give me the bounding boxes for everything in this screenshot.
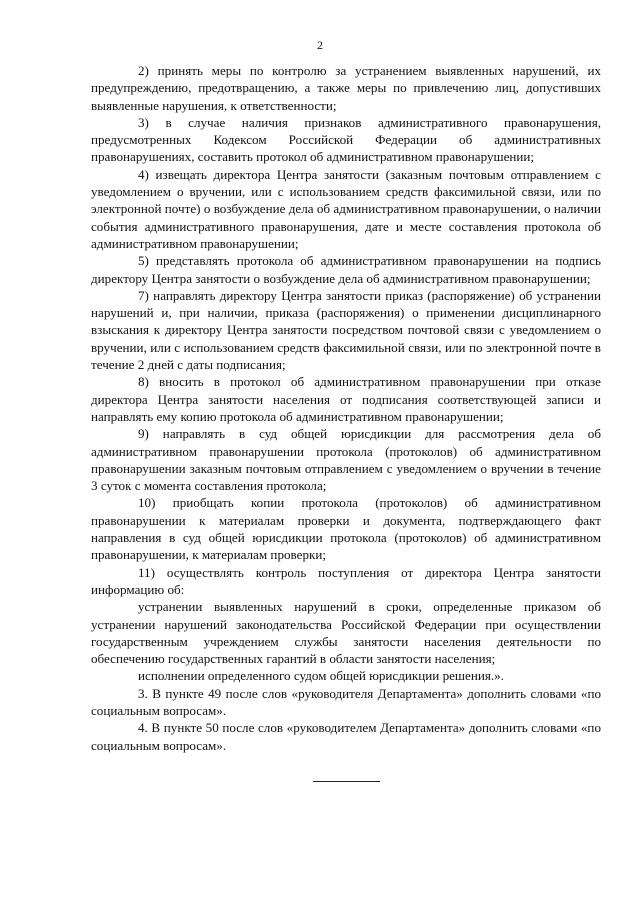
page-number: 2 [317,38,323,52]
paragraph-subitem-court-decision: исполнении определенного судом общей юрисдикции решения.». [138,668,504,684]
paragraph-item-5: 5) представлять протокола об административном правонарушении на подпись директору Центра занятости о возбуждение дела об административном правонарушении; [91,253,601,286]
paragraph-item-11: 11) осуществлять контроль поступления от директора Центра занятости информацию об: [91,564,601,597]
paragraph-item-3: 3) в случае наличия признаков административного правонарушения, предусмотренных Кодексом Российской Федерации об административных правонарушениях, составить протокол об административном правонарушении; [91,114,601,165]
paragraph-clause-3: 3. В пункте 49 после слов «руководителя Департамента» дополнить словами «по социальным вопросам». [91,685,601,718]
paragraph-item-2: 2) принять меры по контролю за устранением выявленных нарушений, их предупреждению, предотвращению, а также меры по привлечению лиц, допустивших выявленные нарушения, к ответственности; [91,63,601,113]
paragraph-subitem-elimination: устранении выявленных нарушений в сроки, определенные приказом об устранении нарушений законодательства Российской Федерации при осуществлении государственным учреждением службы занятости населения деятельности по обеспечению государственных гарантий в области занятости населения; [91,599,601,667]
end-divider [313,781,380,782]
paragraph-item-8: 8) вносить в протокол об административном правонарушении при отказе директора Центра занятости населения от подписания соответствующей записи и направлять ему копию протокола об административном правонарушении; [91,374,601,424]
paragraph-clause-4: 4. В пункте 50 после слов «руководителем Департамента» дополнить словами «по социальным вопросам». [91,720,601,753]
paragraph-item-7: 7) направлять директору Центра занятости приказ (распоряжение) об устранении нарушений и, при наличии, приказа (распоряжения) о применении дисциплинарного взыскания к директору Центра занятости посредством почтовой связи с уведомлением о вручении, или с использованием средств факсимильной связи, или по электронной почте в течение 2 дней с даты подписания; [91,287,601,373]
paragraph-item-4: 4) извещать директора Центра занятости (заказным почтовым отправлением с уведомлением о вручении, или с использованием средств факсимильной связи, или по электронной почте) о возбуждение дела об административном правонарушении, о наличии события административного правонарушения, дате и месте составления протокола об административном правонарушении; [91,166,601,251]
paragraph-item-10: 10) приобщать копии протокола (протоколов) об административном правонарушении к материалам проверки и документа, подтверждающего факт направления в суд общей юрисдикции протокола (протоколов) об административном правонарушении, к материалам проверки; [91,495,601,563]
document-body [91,62,601,754]
paragraph-item-9: 9) направлять в суд общей юрисдикции для рассмотрения дела об административном правонарушении протокола (протоколов) об административном правонарушении заказным почтовым отправлением с уведомлением о вручении в течение 3 суток с момента составления протокола; [91,426,601,494]
